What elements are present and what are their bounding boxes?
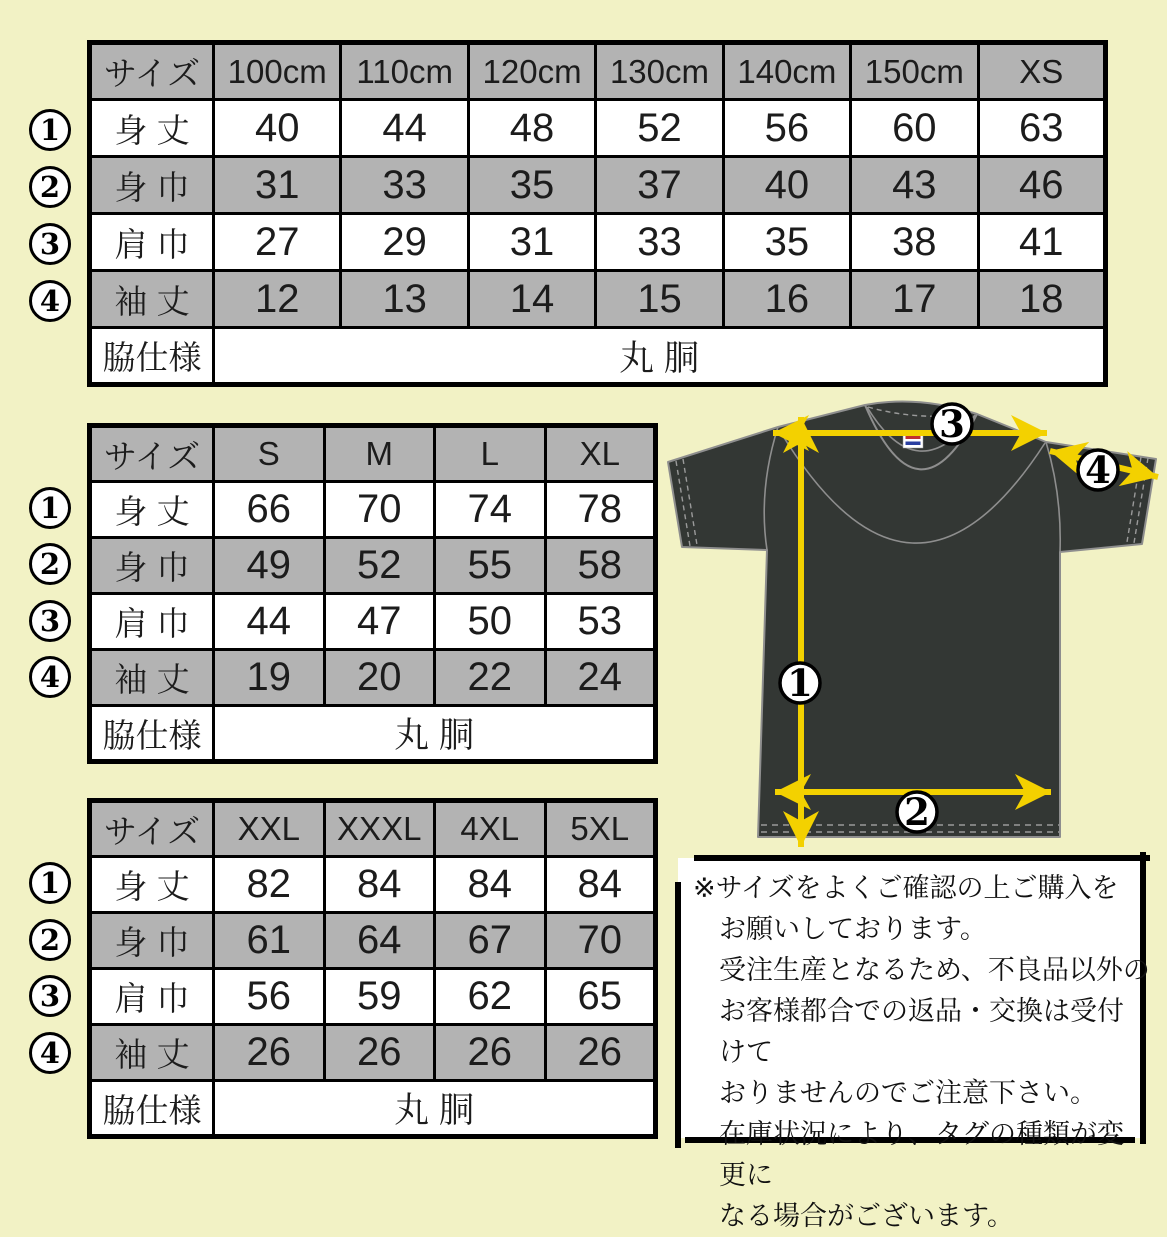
callout-circle-3: 3 bbox=[29, 975, 71, 1017]
size-value: 14 bbox=[468, 271, 595, 328]
size-value: 62 bbox=[435, 969, 546, 1025]
size-value: 65 bbox=[545, 969, 656, 1025]
size-value: 66 bbox=[214, 482, 325, 538]
size-value: 16 bbox=[723, 271, 850, 328]
size-value: 12 bbox=[214, 271, 341, 328]
size-value: 41 bbox=[978, 214, 1105, 271]
size-value: 44 bbox=[214, 594, 325, 650]
callout-circle-2: 2 bbox=[29, 543, 71, 585]
size-value: 74 bbox=[435, 482, 546, 538]
size-value: 53 bbox=[545, 594, 656, 650]
diagram-callout-3 bbox=[932, 402, 972, 446]
diagram-callout-1 bbox=[780, 661, 820, 705]
svg-text:1: 1 bbox=[787, 661, 813, 705]
notice-line: お願いしております。 bbox=[719, 914, 987, 944]
table-footer-row bbox=[90, 328, 1106, 385]
size-value: 56 bbox=[214, 969, 325, 1025]
size-value: 64 bbox=[324, 913, 435, 969]
size-value: 59 bbox=[324, 969, 435, 1025]
size-value: 40 bbox=[214, 100, 341, 157]
purchase-notice-box bbox=[672, 852, 1150, 1231]
size-value: 63 bbox=[978, 100, 1105, 157]
size-value: 48 bbox=[468, 100, 595, 157]
column-header: M bbox=[324, 426, 435, 482]
column-header: サイズ bbox=[90, 801, 214, 857]
footer-value: 丸 胴 bbox=[214, 1081, 656, 1137]
size-value: 43 bbox=[851, 157, 978, 214]
size-table-kids bbox=[87, 40, 1108, 387]
size-value: 56 bbox=[723, 100, 850, 157]
size-value: 18 bbox=[978, 271, 1105, 328]
row-label: 身 巾 bbox=[90, 538, 214, 594]
size-value: 26 bbox=[435, 1025, 546, 1081]
column-header: 4XL bbox=[435, 801, 546, 857]
size-value: 78 bbox=[545, 482, 656, 538]
column-header: 140cm bbox=[723, 43, 850, 100]
size-value: 52 bbox=[324, 538, 435, 594]
table-header-row bbox=[90, 43, 1106, 100]
row-label: 身 丈 bbox=[90, 100, 214, 157]
table-row bbox=[90, 271, 1106, 328]
callout-circle-2: 2 bbox=[29, 166, 71, 208]
table-footer-row bbox=[90, 706, 656, 762]
size-value: 60 bbox=[851, 100, 978, 157]
size-value: 31 bbox=[468, 214, 595, 271]
size-value: 55 bbox=[435, 538, 546, 594]
column-header: 120cm bbox=[468, 43, 595, 100]
column-header: 110cm bbox=[341, 43, 468, 100]
size-value: 20 bbox=[324, 650, 435, 706]
row-label: 袖 丈 bbox=[90, 271, 214, 328]
size-value: 44 bbox=[341, 100, 468, 157]
column-header: 150cm bbox=[851, 43, 978, 100]
column-header: L bbox=[435, 426, 546, 482]
size-value: 67 bbox=[435, 913, 546, 969]
footer-label: 脇仕様 bbox=[90, 328, 214, 385]
size-value: 84 bbox=[324, 857, 435, 913]
size-value: 70 bbox=[545, 913, 656, 969]
notice-line: 受注生産となるため、不良品以外の bbox=[719, 955, 1150, 985]
size-value: 17 bbox=[851, 271, 978, 328]
footer-value: 丸 胴 bbox=[214, 328, 1106, 385]
notice-border-left bbox=[675, 882, 681, 1148]
size-value: 35 bbox=[723, 214, 850, 271]
row-label: 身 丈 bbox=[90, 482, 214, 538]
table-row bbox=[90, 538, 656, 594]
footer-label: 脇仕様 bbox=[90, 706, 214, 762]
size-value: 27 bbox=[214, 214, 341, 271]
table-footer-row bbox=[90, 1081, 656, 1137]
size-value: 19 bbox=[214, 650, 325, 706]
size-value: 26 bbox=[545, 1025, 656, 1081]
table-row bbox=[90, 157, 1106, 214]
column-header: 130cm bbox=[596, 43, 723, 100]
svg-text:3: 3 bbox=[939, 402, 965, 446]
size-value: 31 bbox=[214, 157, 341, 214]
column-header: 5XL bbox=[545, 801, 656, 857]
callout-circle-4: 4 bbox=[29, 656, 71, 698]
size-value: 47 bbox=[324, 594, 435, 650]
tshirt-measurement-diagram bbox=[655, 395, 1167, 860]
table-header-row bbox=[90, 426, 656, 482]
column-header: XXXL bbox=[324, 801, 435, 857]
size-value: 49 bbox=[214, 538, 325, 594]
column-header: サイズ bbox=[90, 43, 214, 100]
row-label: 身 巾 bbox=[90, 913, 214, 969]
svg-text:2: 2 bbox=[904, 790, 930, 834]
column-header: サイズ bbox=[90, 426, 214, 482]
row-label: 肩 巾 bbox=[90, 969, 214, 1025]
notice-line: 在庫状況により、タグの種類が変更に bbox=[719, 1119, 1124, 1190]
notice-text bbox=[693, 868, 1150, 1237]
footer-label: 脇仕様 bbox=[90, 1081, 214, 1137]
size-table-large bbox=[87, 798, 658, 1139]
size-value: 33 bbox=[341, 157, 468, 214]
size-value: 52 bbox=[596, 100, 723, 157]
callout-circle-3: 3 bbox=[29, 600, 71, 642]
size-value: 38 bbox=[851, 214, 978, 271]
row-label: 袖 丈 bbox=[90, 650, 214, 706]
table-header-row bbox=[90, 801, 656, 857]
footer-value: 丸 胴 bbox=[214, 706, 656, 762]
size-value: 70 bbox=[324, 482, 435, 538]
size-table-adult bbox=[87, 423, 658, 764]
size-value: 24 bbox=[545, 650, 656, 706]
notice-border-top bbox=[694, 855, 1150, 861]
notice-line: ※サイズをよくご確認の上ご購入を bbox=[693, 873, 1119, 903]
column-header: XS bbox=[978, 43, 1105, 100]
size-value: 13 bbox=[341, 271, 468, 328]
column-header: XL bbox=[545, 426, 656, 482]
column-header: XXL bbox=[214, 801, 325, 857]
row-label: 肩 巾 bbox=[90, 214, 214, 271]
size-value: 50 bbox=[435, 594, 546, 650]
size-value: 61 bbox=[214, 913, 325, 969]
size-value: 22 bbox=[435, 650, 546, 706]
column-header: 100cm bbox=[214, 43, 341, 100]
callout-circle-4: 4 bbox=[29, 280, 71, 322]
svg-text:4: 4 bbox=[1085, 448, 1111, 492]
notice-line: おりませんのでご注意下さい。 bbox=[719, 1078, 1097, 1108]
row-label: 身 丈 bbox=[90, 857, 214, 913]
callout-circle-1: 1 bbox=[29, 109, 71, 151]
column-header: S bbox=[214, 426, 325, 482]
diagram-callout-4 bbox=[1078, 448, 1118, 492]
size-value: 15 bbox=[596, 271, 723, 328]
notice-line: なる場合がございます。 bbox=[719, 1201, 1014, 1231]
size-value: 37 bbox=[596, 157, 723, 214]
callout-circle-3: 3 bbox=[29, 223, 71, 265]
callout-circle-1: 1 bbox=[29, 862, 71, 904]
size-value: 82 bbox=[214, 857, 325, 913]
callout-circle-1: 1 bbox=[29, 487, 71, 529]
size-value: 46 bbox=[978, 157, 1105, 214]
size-value: 33 bbox=[596, 214, 723, 271]
row-label: 身 巾 bbox=[90, 157, 214, 214]
notice-line: お客様都合での返品・交換は受付けて bbox=[719, 996, 1124, 1067]
table-row bbox=[90, 1025, 656, 1081]
size-value: 84 bbox=[545, 857, 656, 913]
size-value: 40 bbox=[723, 157, 850, 214]
callout-circle-2: 2 bbox=[29, 919, 71, 961]
table-row bbox=[90, 594, 656, 650]
size-value: 35 bbox=[468, 157, 595, 214]
table-row bbox=[90, 650, 656, 706]
table-row bbox=[90, 214, 1106, 271]
table-row bbox=[90, 100, 1106, 157]
size-value: 58 bbox=[545, 538, 656, 594]
size-value: 26 bbox=[324, 1025, 435, 1081]
table-row bbox=[90, 482, 656, 538]
size-value: 26 bbox=[214, 1025, 325, 1081]
callout-circle-4: 4 bbox=[29, 1032, 71, 1074]
table-row bbox=[90, 913, 656, 969]
table-row bbox=[90, 969, 656, 1025]
size-value: 29 bbox=[341, 214, 468, 271]
row-label: 肩 巾 bbox=[90, 594, 214, 650]
table-row bbox=[90, 857, 656, 913]
diagram-callout-2 bbox=[897, 790, 937, 834]
size-value: 84 bbox=[435, 857, 546, 913]
row-label: 袖 丈 bbox=[90, 1025, 214, 1081]
